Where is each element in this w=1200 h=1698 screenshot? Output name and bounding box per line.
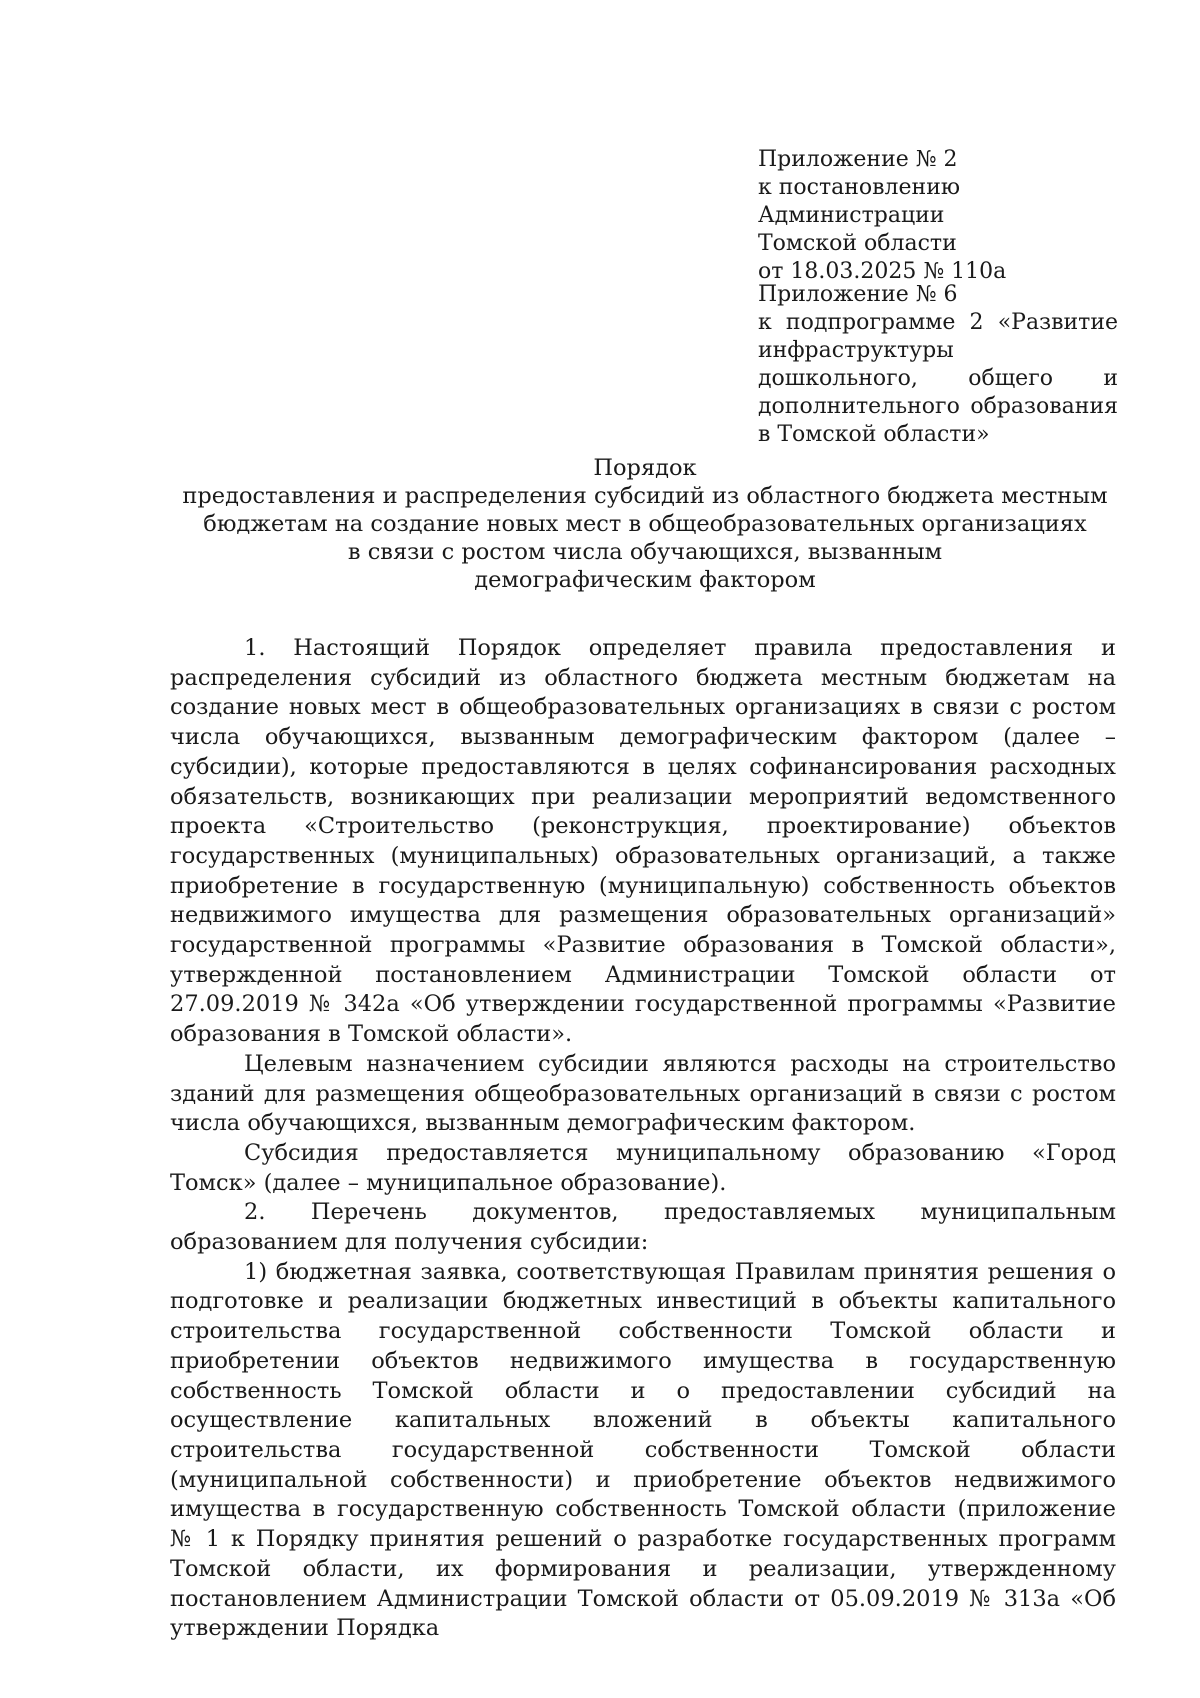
- paragraph-1: 1. Настоящий Порядок определяет правила предоставления и распределения субсидий из областного бюджета местным бюджетам на создание новых мест в общеобразовательных организациях в связи с ростом числа обучающихся, вызванным демографическим фактором (далее – субсидии), которые предоставляются в целях софинансирования расходных обязательств, возникающих при реализации мероприятий ведомственного проекта «Строительство (реконструкция, проектирование) объектов государственных (муниципальных) образовательных организаций, а также приобретение в государственную (муниципальную) собственность объектов недвижимого имущества для размещения образовательных организаций» государственной программы «Развитие образования в Томской области», утвержденной постановлением Администрации Томской области от 27.09.2019 № 342а «Об утверждении государственной программы «Развитие образования в Томской области».: [170, 635, 1116, 1048]
- document-body: [170, 634, 1116, 1644]
- annex-date-line: от 18.03.2025 № 110а: [758, 259, 1007, 284]
- paragraph-4: 2. Перечень документов, предоставляемых муниципальным образованием для получения субсидии:: [170, 1199, 1116, 1256]
- annex-header-subprogram: [758, 281, 1118, 449]
- paragraph-3: Субсидия предоставляется муниципальному образованию «Город Томск» (далее – муниципальное образование).: [170, 1139, 1116, 1196]
- document-title: [170, 454, 1120, 594]
- subannex-number-line: Приложение № 6: [758, 282, 958, 307]
- title-line-1: Порядок: [593, 455, 697, 481]
- annex-region-line: Томской области: [758, 231, 957, 256]
- paragraph-5: 1) бюджетная заявка, соответствующая Правилам принятия решения о подготовке и реализации бюджетных инвестиций в объекты капитального строительства государственной собственности Томской области и приобретении объектов недвижимого имущества в государственную собственность Томской области и о предоставлении субсидий на осуществление капитальных вложений в объекты капитального строительства государственной собственности Томской области (муниципальной собственности) и приобретение объектов недвижимого имущества в государственную собственность Томской области (приложение № 1 к Порядку принятия решений о разработке государственных программ Томской области, их формирования и реализации, утвержденному постановлением Администрации Томской области от 05.09.2019 № 313а «Об утверждении Порядка: [170, 1258, 1116, 1642]
- subannex-subprogram-text: к подпрограмме 2 «Развитие инфраструктуры дошкольного, общего и дополнительного образования в Томской области»: [758, 310, 1118, 447]
- paragraph-2: Целевым назначением субсидии являются расходы на строительство зданий для размещения общеобразовательных организаций в связи с ростом числа обучающихся, вызванным демографическим фактором.: [170, 1050, 1116, 1137]
- title-line-3: бюджетам на создание новых мест в общеобразовательных организациях: [203, 511, 1087, 537]
- annex-resolution-line: к постановлению Администрации: [758, 175, 961, 228]
- title-line-4: в связи с ростом числа обучающихся, вызванным: [347, 539, 943, 565]
- title-line-5: демографическим фактором: [474, 567, 816, 593]
- annex-header-main: [758, 146, 1118, 286]
- annex-number-line: Приложение № 2: [758, 147, 958, 172]
- title-line-2: предоставления и распределения субсидий из областного бюджета местным: [182, 483, 1108, 509]
